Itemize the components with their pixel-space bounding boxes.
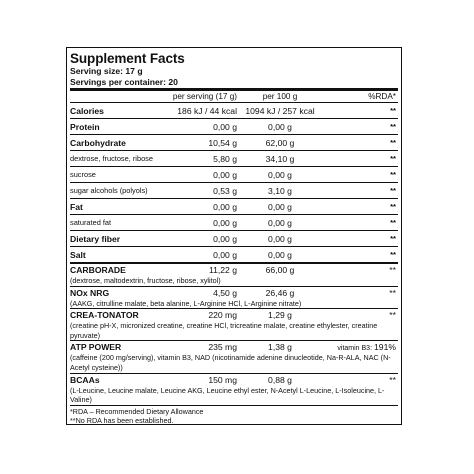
nutrient-rda: ** [390,154,396,163]
nutrient-per-serving: 186 kJ / 44 kcal [177,105,237,116]
nutrient-row [70,247,398,264]
nutrient-per-100g: 34,10 g [265,153,295,164]
nutrient-rda: ** [390,202,396,211]
blend-per-100g: 66,00 g [265,265,295,275]
blend-per-serving: 150 mg [208,374,237,385]
nutrient-name: dextrose, fructose, ribose [70,154,153,163]
blend-description: (creatine pH-X, micronized creatine, creatine HCl, tricreatine malate, creatine ethylester, creatine pyruvate) [70,321,378,340]
blend-per-serving: 235 mg [208,342,237,353]
serving-size: Serving size: 17 g [70,66,143,76]
blend-name: BCAAs [70,374,100,385]
nutrient-per-100g: 0,00 g [268,169,292,180]
supplement-facts-panel [66,47,402,425]
blend-block [70,264,398,287]
nutrient-rda: ** [390,122,396,131]
nutrient-row [70,119,398,135]
nutrient-per-serving: 0,00 g [213,121,237,132]
blend-rda-prefix: vitamin B3: [337,345,373,353]
blend-per-serving: 4,50 g [213,287,237,298]
nutrient-rda: ** [390,186,396,195]
blend-description: (dextrose, maltodextrin, fructose, ribose, xylitol) [70,276,221,285]
blend-rda-value: 191% [374,342,396,353]
servings-per-container: Servings per container: 20 [70,76,178,87]
nutrient-name: Protein [70,121,100,132]
nutrient-row [70,215,398,231]
nutrient-row [70,167,398,183]
nutrient-per-serving: 0,00 g [213,217,237,228]
nutrient-per-serving: 0,00 g [213,201,237,212]
nutrient-name: Fat [70,201,83,212]
nutrient-per-100g: 0,00 g [268,249,292,260]
column-header-row [70,88,398,103]
blend-rda: ** [389,265,396,275]
nutrient-per-100g: 1094 kJ / 257 kcal [245,105,315,116]
blend-description: (L-Leucine, Leucine malate, Leucine AKG, Leucine ethyl ester, N-Acetyl L-Leucine, L-Isoleucine, L-Valine) [70,385,385,405]
nutrient-per-serving: 0,00 g [213,249,237,260]
header-spacer [70,91,163,102]
nutrient-per-serving: 10,54 g [208,137,237,148]
blend-description: (caffeine (200 mg/serving), vitamin B3, NAD (nicotinamide adenine dinucleotide, Na-R-ALA, NAC (N-Acetyl cysteine)) [70,353,391,372]
nutrient-row [70,103,398,119]
blend-rda: ** [389,310,396,321]
nutrient-name: sucrose [70,170,96,179]
blend-block [70,374,398,406]
nutrient-name: Salt [70,249,86,260]
nutrient-rda: ** [390,138,396,147]
nutrient-row [70,231,398,247]
blend-block [70,341,398,373]
nutrient-name: sugar alcohols (polyols) [70,186,148,195]
nutrient-per-100g: 0,00 g [268,217,292,228]
blend-rda: ** [389,287,396,298]
blend-per-100g: 0,88 g [268,374,292,385]
blend-per-100g: 1,29 g [268,310,292,321]
nutrient-name: saturated fat [70,218,112,227]
nutrient-per-serving: 0,00 g [213,169,237,180]
blend-blocks [70,264,398,406]
nutrient-name: Calories [70,105,104,116]
nutrient-per-100g: 0,00 g [268,201,292,212]
nutrient-per-serving: 0,53 g [213,185,237,196]
header-per-serving: per serving (17 g) [172,92,237,101]
nutrient-rda: ** [390,170,396,179]
footnote-rda: *RDA – Recommended Dietary Allowance [70,406,204,416]
nutrient-per-serving: 0,00 g [213,233,237,244]
nutrient-rda: ** [390,106,396,115]
blend-block [70,287,398,310]
nutrient-name: Carbohydrate [70,137,126,148]
nutrient-per-100g: 3,10 g [268,185,292,196]
nutrient-rda: ** [390,250,396,259]
nutrient-row [70,151,398,167]
blend-name: CARBORADE [70,265,126,275]
blend-block [70,309,398,341]
blend-rda [319,342,398,352]
header-rda: %RDA* [368,92,396,101]
blend-name: CREA-TONATOR [70,310,139,321]
blend-per-100g: 1,38 g [268,342,292,353]
nutrient-per-100g: 0,00 g [268,233,292,244]
nutrient-row [70,199,398,215]
header-per-100g: per 100 g [262,92,298,101]
nutrient-row [70,183,398,199]
blend-rda: ** [389,374,396,385]
footnote-no-rda: **No RDA has been established. [70,415,174,425]
nutrient-per-100g: 62,00 g [265,137,295,148]
nutrient-rows [70,103,398,264]
blend-per-serving: 220 mg [208,310,237,321]
blend-name: ATP POWER [70,342,122,353]
panel-title: Supplement Facts [70,51,185,66]
nutrient-row [70,135,398,151]
blend-description: (AAKG, citrulline malate, beta alanine, L-Arginine HCl, L-Arginine nitrate) [70,298,302,308]
blend-per-serving: 11,22 g [208,265,237,275]
nutrient-per-100g: 0,00 g [268,121,292,132]
footnotes [70,406,398,425]
nutrient-rda: ** [390,218,396,227]
nutrient-name: Dietary fiber [70,233,121,244]
nutrient-per-serving: 5,80 g [213,153,237,164]
blend-per-100g: 26,46 g [265,287,295,298]
nutrient-rda: ** [390,234,396,243]
blend-name: NOx NRG [70,287,110,298]
